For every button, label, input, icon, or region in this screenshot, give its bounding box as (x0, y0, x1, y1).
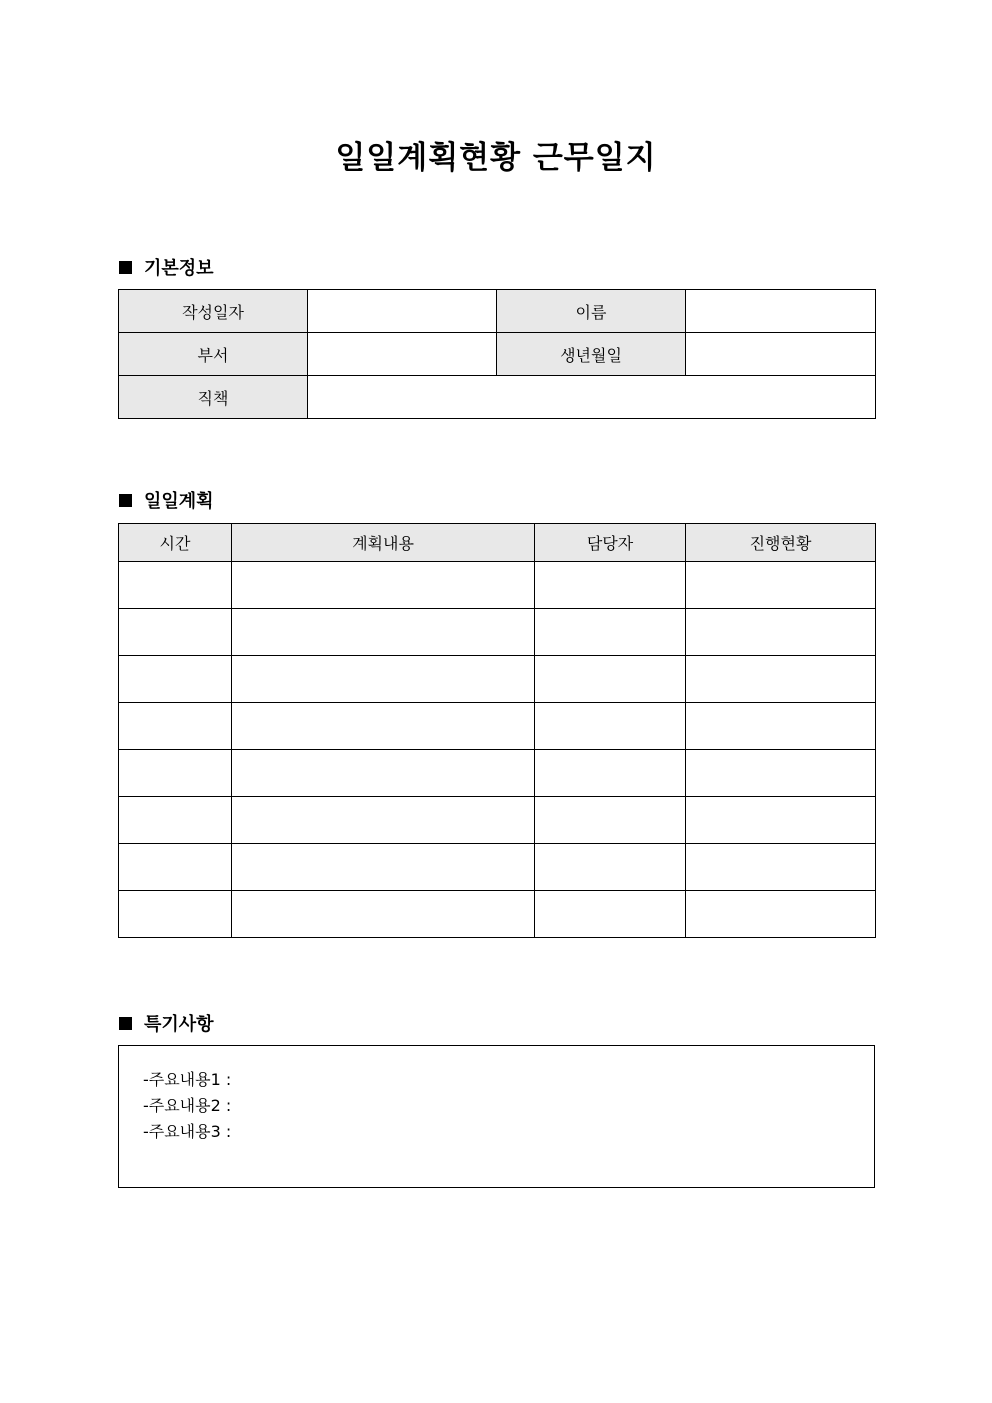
time-cell[interactable] (119, 797, 232, 844)
status-cell[interactable] (686, 562, 876, 609)
note-line-1: -주요내용1 : (143, 1070, 232, 1089)
owner-cell[interactable] (535, 797, 686, 844)
status-cell[interactable] (686, 609, 876, 656)
department-field[interactable] (308, 333, 497, 376)
notes-heading (119, 1010, 214, 1036)
column-header-time: 시간 (119, 524, 232, 562)
birthdate-label: 생년월일 (497, 333, 686, 376)
plan-cell[interactable] (232, 797, 535, 844)
table-row (119, 562, 876, 609)
time-cell[interactable] (119, 562, 232, 609)
time-cell[interactable] (119, 891, 232, 938)
status-cell[interactable] (686, 797, 876, 844)
daily-plan-heading (119, 487, 214, 513)
table-row (119, 750, 876, 797)
note-line-2: -주요내용2 : (143, 1096, 232, 1115)
status-cell[interactable] (686, 703, 876, 750)
time-cell[interactable] (119, 703, 232, 750)
table-row (119, 656, 876, 703)
plan-cell[interactable] (232, 656, 535, 703)
note-line-3: -주요내용3 : (143, 1122, 232, 1141)
plan-cell[interactable] (232, 750, 535, 797)
plan-cell[interactable] (232, 891, 535, 938)
column-header-status: 진행현황 (686, 524, 876, 562)
plan-cell[interactable] (232, 609, 535, 656)
table-row (119, 797, 876, 844)
status-cell[interactable] (686, 750, 876, 797)
basic-info-table (118, 289, 876, 419)
plan-cell[interactable] (232, 844, 535, 891)
document-title: 일일계획현황 근무일지 (335, 140, 657, 176)
name-label: 이름 (497, 290, 686, 333)
plan-cell[interactable] (232, 562, 535, 609)
basic-info-heading (119, 254, 214, 280)
time-cell[interactable] (119, 844, 232, 891)
position-field[interactable] (308, 376, 876, 419)
owner-cell[interactable] (535, 609, 686, 656)
position-label: 직책 (119, 376, 308, 419)
status-cell[interactable] (686, 656, 876, 703)
notes-box[interactable] (118, 1045, 875, 1188)
owner-cell[interactable] (535, 703, 686, 750)
status-cell[interactable] (686, 891, 876, 938)
status-cell[interactable] (686, 844, 876, 891)
owner-cell[interactable] (535, 891, 686, 938)
plan-cell[interactable] (232, 703, 535, 750)
table-row (119, 844, 876, 891)
time-cell[interactable] (119, 656, 232, 703)
owner-cell[interactable] (535, 656, 686, 703)
time-cell[interactable] (119, 750, 232, 797)
name-field[interactable] (686, 290, 876, 333)
date-field[interactable] (308, 290, 497, 333)
owner-cell[interactable] (535, 750, 686, 797)
table-row (119, 703, 876, 750)
square-bullet-icon (119, 261, 132, 274)
column-header-plan: 계획내용 (232, 524, 535, 562)
square-bullet-icon (119, 494, 132, 507)
basic-info-heading-text: 기본정보 (144, 258, 214, 279)
department-label: 부서 (119, 333, 308, 376)
time-cell[interactable] (119, 609, 232, 656)
date-label: 작성일자 (119, 290, 308, 333)
table-row (119, 891, 876, 938)
owner-cell[interactable] (535, 844, 686, 891)
birthdate-field[interactable] (686, 333, 876, 376)
daily-plan-heading-text: 일일계획 (144, 491, 214, 512)
column-header-owner: 담당자 (535, 524, 686, 562)
notes-heading-text: 특기사항 (144, 1014, 214, 1035)
daily-plan-table (118, 523, 876, 938)
owner-cell[interactable] (535, 562, 686, 609)
table-row (119, 609, 876, 656)
square-bullet-icon (119, 1017, 132, 1030)
table-header-row (119, 524, 876, 562)
